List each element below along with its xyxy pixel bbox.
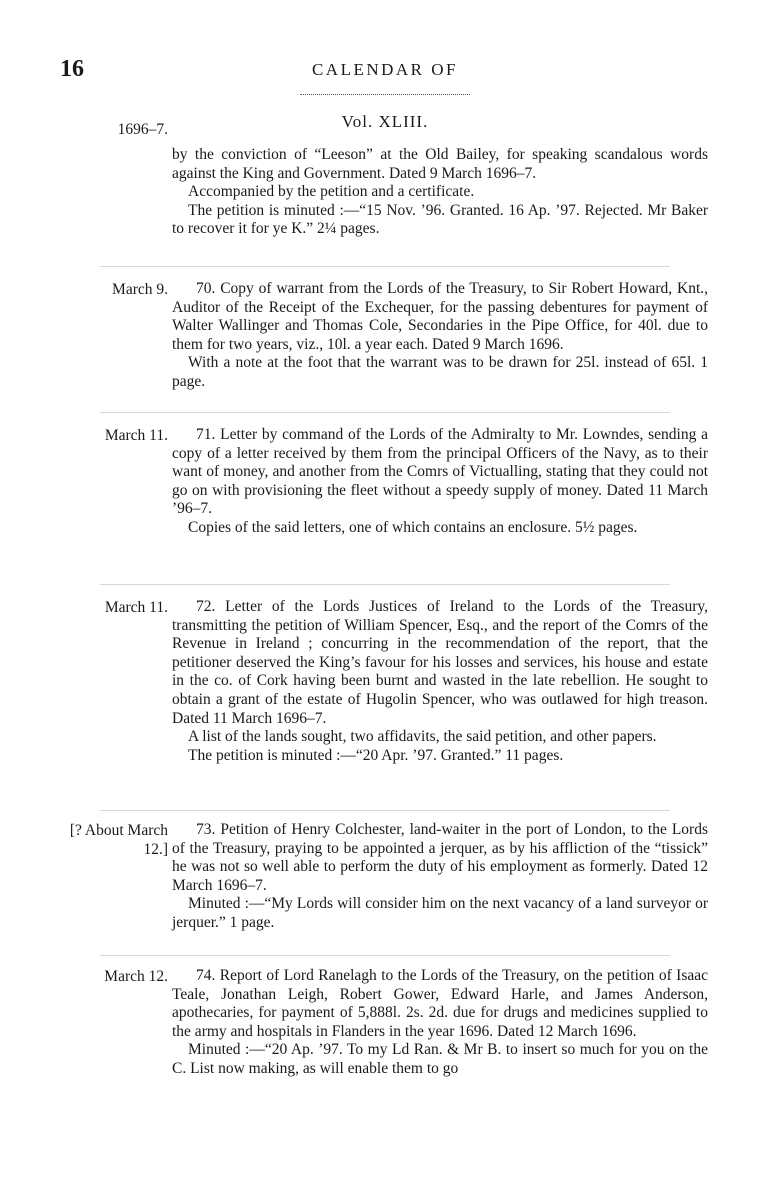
- entry-date: March 9.: [112, 281, 168, 298]
- entry-divider: [100, 266, 670, 267]
- entry-divider: [100, 584, 670, 585]
- entry-paragraph: A list of the lands sought, two affidavits, the said petition, and other papers.: [188, 728, 657, 746]
- entry-paragraph: Minuted :—“My Lords will consider him on the next vacancy of a land surveyor or jerquer.” 1 page.: [172, 895, 708, 931]
- entry-paragraph: 72. Letter of the Lords Justices of Ireland to the Lords of the Treasury, transmitting the petition of William Spencer, Esq., and the report of the Comrs of the Revenue in Ireland ; concurring in the recommendation of the report, that the petitioner deserved the King’s favour for his losses and services, his house and estate in the co. of Cork having been burnt and wasted in the late rebellion. He sought to obtain a grant of the estate of Hugolin Spencer, who was outlawed for high treason. Dated 11 March 1696–7.: [172, 598, 708, 727]
- entry-paragraph: The petition is minuted :—“15 Nov. ’96. Granted. 16 Ap. ’97. Rejected. Mr Baker to recover it for ye K.” 2¼ pages.: [172, 201, 708, 238]
- entry-divider: [100, 810, 670, 811]
- volume-heading: Vol. XLIII.: [341, 112, 429, 131]
- entry-paragraph: by the conviction of “Leeson” at the Old Bailey, for speaking scandalous words against the King and Government. Dated 9 March 1696–7.: [172, 146, 708, 182]
- entry-paragraph: 74. Report of Lord Ranelagh to the Lords of the Treasury, on the petition of Isaac Teale, Jonathan Leigh, Robert Gower, Edward Harle, and James Anderson, apothecaries, for payment of 5,888l. 2s. 2d. due for drugs and medicines supplied to the army and hospitals in Flanders in the year 1696. Dated 12 March 1696.: [172, 967, 708, 1040]
- entry-divider: [100, 955, 670, 956]
- calendar-entry: [172, 280, 708, 392]
- entry-paragraph: Minuted :—“20 Ap. ’97. To my Ld Ran. & Mr B. to insert so much for you on the C. List now making, as will enable them to go: [172, 1041, 708, 1077]
- entry-date: March 12.: [104, 968, 168, 985]
- calendar-entry: [172, 146, 708, 239]
- calendar-entry: [172, 967, 708, 1079]
- entry-date: 1696–7.: [117, 121, 168, 138]
- calendar-entry: [172, 821, 708, 933]
- calendar-entry: [172, 598, 708, 765]
- entry-date: March 11.: [104, 427, 168, 444]
- entry-paragraph: The petition is minuted :—“20 Apr. ’97. Granted.” 11 pages.: [188, 746, 564, 764]
- entry-divider: [100, 412, 670, 413]
- entry-paragraph: Accompanied by the petition and a certificate.: [188, 183, 475, 201]
- page-number: 16: [60, 56, 84, 82]
- entry-paragraph: 70. Copy of warrant from the Lords of the Treasury, to Sir Robert Howard, Knt., Auditor of the Receipt of the Exchequer, for the passing debentures for payment of Walter Wallinger and Thomas Cole, Secondaries in the Pipe Office, for 40l. due to them for two years, viz., 10l. a year each. Dated 9 March 1696.: [172, 280, 708, 353]
- entry-paragraph: With a note at the foot that the warrant was to be drawn for 25l. instead of 65l. 1 page.: [172, 354, 708, 390]
- entry-date: [? About March 12.]: [69, 822, 168, 858]
- entry-date: March 11.: [104, 599, 168, 616]
- header-rule: [300, 94, 470, 95]
- entry-paragraph: 71. Letter by command of the Lords of the Admiralty to Mr. Lowndes, sending a copy of a letter received by them from the principal Officers of the Navy, as to their want of money, and another from the Comrs of Victualling, stating that they could not go on with provisioning the fleet without a speedy supply of money. Dated 11 March ’96–7.: [172, 426, 708, 518]
- running-title: CALENDAR OF: [311, 60, 459, 79]
- entry-paragraph: Copies of the said letters, one of which contains an enclosure. 5½ pages.: [188, 518, 638, 536]
- calendar-entry: [172, 426, 708, 538]
- entry-paragraph: 73. Petition of Henry Colchester, land-waiter in the port of London, to the Lords of the Treasury, praying to be appointed a jerquer, as by his affliction of the “tissick” he was not so well able to perform the duty of his employment as formerly. Dated 12 March 1696–7.: [172, 821, 708, 894]
